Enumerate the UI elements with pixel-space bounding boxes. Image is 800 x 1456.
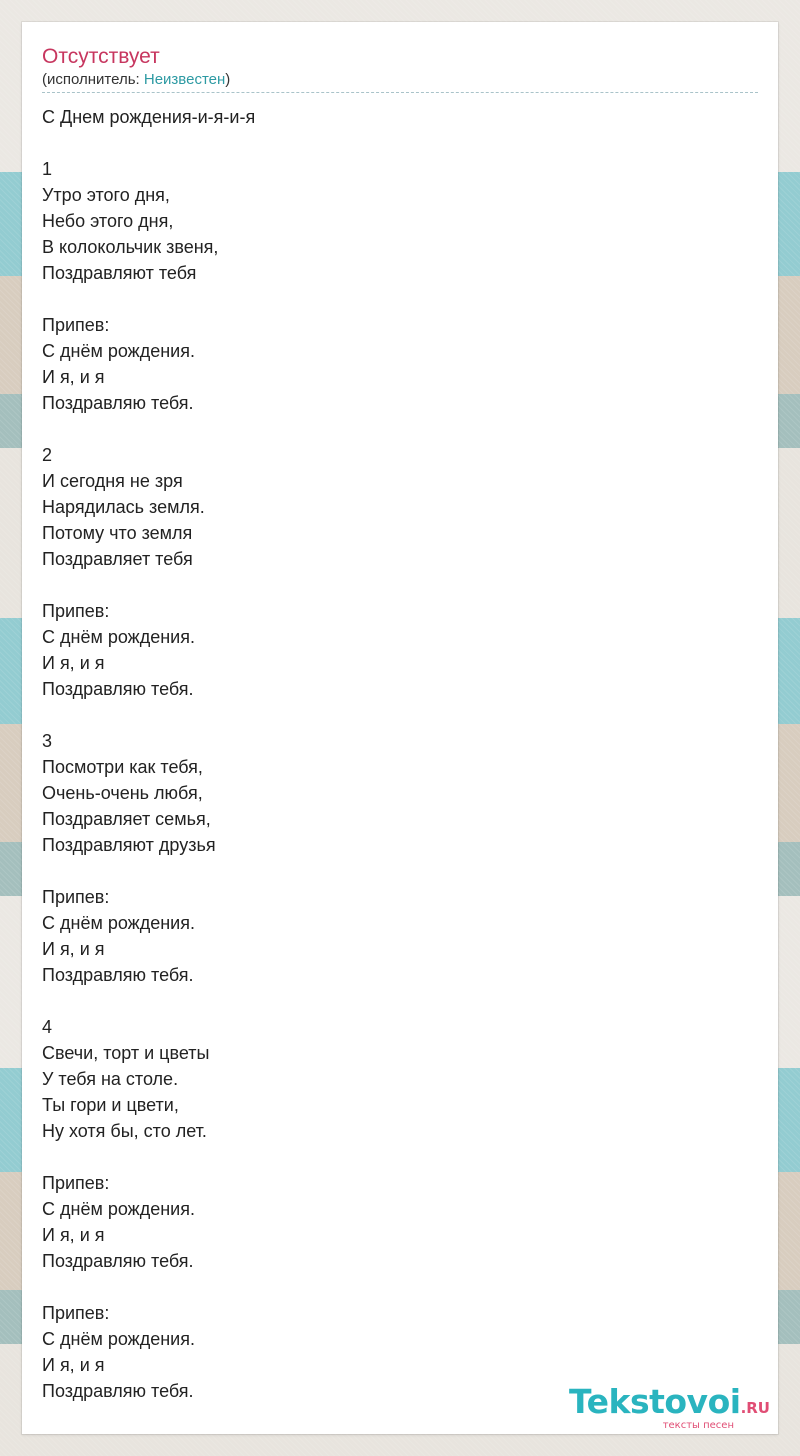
lyric-line: Потому что земля bbox=[42, 523, 193, 543]
lyric-line: Свечи, торт и цветы bbox=[42, 1043, 210, 1063]
lyric-line: Ну хотя бы, сто лет. bbox=[42, 1121, 207, 1141]
lyric-line: И я, и я bbox=[42, 1355, 105, 1375]
artist-link[interactable]: Неизвестен bbox=[143, 71, 226, 88]
lyric-line: Поздравляю тебя. bbox=[42, 679, 194, 699]
lyric-line: Припев: bbox=[42, 887, 110, 907]
lyric-line bbox=[42, 572, 758, 598]
lyric-line bbox=[42, 286, 758, 312]
lyric-line: Поздравляет семья, bbox=[42, 809, 211, 829]
lyric-line: И я, и я bbox=[42, 367, 105, 387]
lyric-line: Небо этого дня, bbox=[42, 211, 174, 231]
lyric-line: Утро этого дня, bbox=[42, 185, 170, 205]
artist-prefix: (исполнитель: bbox=[42, 71, 144, 88]
lyric-line bbox=[42, 1274, 758, 1300]
song-title: Отсутствует bbox=[42, 45, 160, 68]
lyric-line: Поздравляю тебя. bbox=[42, 1251, 194, 1271]
lyric-line: 3 bbox=[42, 731, 53, 751]
lyric-line: Поздравляю тебя. bbox=[42, 965, 194, 985]
lyric-line: Припев: bbox=[42, 601, 110, 621]
lyric-line: И я, и я bbox=[42, 653, 105, 673]
lyric-line: Очень-очень любя, bbox=[42, 783, 203, 803]
logo-name: Tekstovoi bbox=[569, 1382, 741, 1421]
lyric-line: Поздравляю тебя. bbox=[42, 1381, 194, 1401]
lyric-line: С днём рождения. bbox=[42, 341, 195, 361]
lyric-line: Ты гори и цвети, bbox=[42, 1095, 179, 1115]
logo-tagline: тексты песен bbox=[662, 1420, 734, 1431]
lyric-line: 1 bbox=[42, 159, 53, 179]
logo-tld: .RU bbox=[740, 1399, 770, 1417]
lyric-line: С Днем рождения-и-я-и-я bbox=[42, 107, 256, 127]
lyric-line: С днём рождения. bbox=[42, 1199, 195, 1219]
lyric-line bbox=[42, 858, 758, 884]
lyric-line: У тебя на столе. bbox=[42, 1069, 179, 1089]
lyric-line bbox=[42, 130, 758, 156]
lyric-line: И я, и я bbox=[42, 1225, 105, 1245]
lyric-line: Посмотри как тебя, bbox=[42, 757, 203, 777]
lyric-line bbox=[42, 988, 758, 1014]
lyric-line: С днём рождения. bbox=[42, 913, 195, 933]
lyric-line: Нарядилась земля. bbox=[42, 497, 205, 517]
lyric-line: И я, и я bbox=[42, 939, 105, 959]
song-header bbox=[42, 44, 758, 93]
lyrics-text bbox=[42, 104, 758, 1404]
lyrics-card bbox=[22, 22, 778, 1434]
lyric-line: 4 bbox=[42, 1017, 53, 1037]
lyric-line bbox=[42, 1144, 758, 1170]
lyric-line: С днём рождения. bbox=[42, 627, 195, 647]
lyric-line: 2 bbox=[42, 445, 53, 465]
lyric-line: С днём рождения. bbox=[42, 1329, 195, 1349]
site-logo[interactable] bbox=[569, 1384, 770, 1432]
lyric-line: Поздравляют друзья bbox=[42, 835, 216, 855]
lyric-line: Поздравляю тебя. bbox=[42, 393, 194, 413]
lyric-line: Поздравляют тебя bbox=[42, 263, 197, 283]
artist-line bbox=[42, 70, 758, 90]
lyric-line: Припев: bbox=[42, 1173, 110, 1193]
artist-suffix: ) bbox=[225, 71, 231, 88]
lyric-line bbox=[42, 416, 758, 442]
lyric-line: И сегодня не зря bbox=[42, 471, 183, 491]
lyric-line: Поздравляет тебя bbox=[42, 549, 193, 569]
lyric-line: Припев: bbox=[42, 315, 110, 335]
lyric-line bbox=[42, 702, 758, 728]
lyric-line: В колокольчик звеня, bbox=[42, 237, 219, 257]
lyric-line: Припев: bbox=[42, 1303, 110, 1323]
